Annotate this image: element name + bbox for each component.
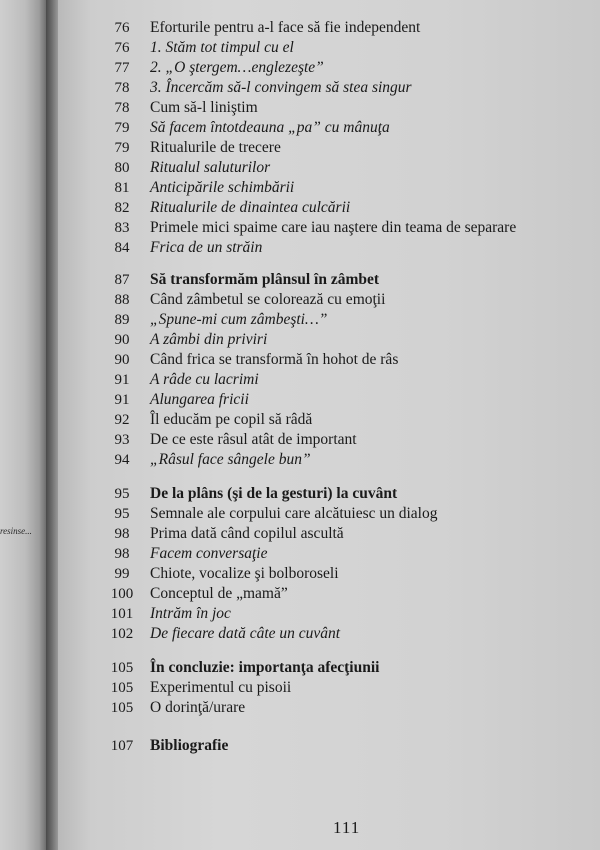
toc-entry-page-number: 101 xyxy=(110,606,134,622)
toc-chapter-title: Să transformăm plânsul în zâmbet xyxy=(150,271,380,288)
toc-section-title: „Râsul face sângele bun” xyxy=(150,451,311,468)
toc-entry-page-number: 95 xyxy=(114,486,130,502)
toc-entry-page-number: 77 xyxy=(114,60,130,76)
toc-section-title: 1. Stăm tot timpul cu el xyxy=(150,39,294,56)
toc-entry-page-number: 98 xyxy=(114,546,130,562)
toc-section-title: Facem conversaţie xyxy=(150,545,268,562)
toc-section-title: Primele mici spaime care iau naştere din teama de separare xyxy=(150,219,517,236)
toc-entry-page-number: 100 xyxy=(110,586,134,602)
toc-entry-page-number: 89 xyxy=(114,312,130,328)
toc-section-title: Ritualurile de trecere xyxy=(150,139,281,156)
toc-entry-page-number: 105 xyxy=(110,700,134,716)
toc-section-title: Chiote, vocalize şi bolboroseli xyxy=(150,565,339,582)
toc-entry-page-number: 76 xyxy=(114,40,130,56)
toc-section-title: Îl educăm pe copil să râdă xyxy=(150,411,313,428)
toc-section-title: Cum să-l liniştim xyxy=(150,99,258,116)
toc-entry-page-number: 83 xyxy=(114,220,130,236)
toc-entry-page-number: 81 xyxy=(114,180,130,196)
toc-entry-page-number: 107 xyxy=(110,738,134,754)
facing-page-text-fragment: resinse... xyxy=(0,526,32,536)
toc-entry-page-number: 78 xyxy=(114,80,130,96)
toc-entry-page-number: 84 xyxy=(114,240,130,256)
toc-section-title: Frica de un străin xyxy=(150,239,263,256)
toc-section-title: „Spune-mi cum zâmbeşti…” xyxy=(150,311,328,328)
facing-page-edge xyxy=(0,0,46,850)
toc-entry-page-number: 105 xyxy=(110,660,134,676)
toc-entry-page-number: 92 xyxy=(114,412,130,428)
toc-entry-page-number: 88 xyxy=(114,292,130,308)
toc-section-title: Când frica se transformă în hohot de râs xyxy=(150,351,399,368)
toc-section-title: De ce este râsul atât de important xyxy=(150,431,357,448)
toc-section-title: Experimentul cu pisoii xyxy=(150,679,292,696)
toc-chapter-title: În concluzie: importanţa afecţiunii xyxy=(150,659,380,676)
toc-entry-page-number: 93 xyxy=(114,432,130,448)
toc-entry-page-number: 80 xyxy=(114,160,130,176)
toc-entry-page-number: 90 xyxy=(114,352,130,368)
toc-entry-page-number: 91 xyxy=(114,372,130,388)
toc-entry-page-number: 98 xyxy=(114,526,130,542)
toc-section-title: Alungarea fricii xyxy=(150,391,249,408)
toc-entry-page-number: 87 xyxy=(114,272,130,288)
toc-entry-page-number: 90 xyxy=(114,332,130,348)
toc-section-title: 3. Încercăm să-l convingem să stea singur xyxy=(150,79,412,96)
toc-section-title: Prima dată când copilul ascultă xyxy=(150,525,344,542)
toc-chapter-title: De la plâns (şi de la gesturi) la cuvânt xyxy=(150,485,398,502)
toc-section-title: Semnale ale corpului care alcătuiesc un dialog xyxy=(150,505,438,522)
toc-section-title: Eforturile pentru a-l face să fie independent xyxy=(150,19,421,36)
toc-chapter-title: Bibliografie xyxy=(150,737,229,754)
toc-entry-page-number: 91 xyxy=(114,392,130,408)
toc-section-title: Conceptul de „mamă” xyxy=(150,585,288,602)
toc-entry-page-number: 78 xyxy=(114,100,130,116)
toc-section-title: Când zâmbetul se colorează cu emoţii xyxy=(150,291,386,308)
toc-section-title: Ritualurile de dinaintea culcării xyxy=(150,199,351,216)
toc-section-title: Să facem întotdeauna „pa” cu mânuţa xyxy=(150,119,390,136)
toc-entry-page-number: 99 xyxy=(114,566,130,582)
book-page xyxy=(58,0,600,850)
toc-entry-page-number: 105 xyxy=(110,680,134,696)
toc-entry-page-number: 95 xyxy=(114,506,130,522)
toc-entry-page-number: 79 xyxy=(114,140,130,156)
toc-section-title: 2. „O ştergem…englezeşte” xyxy=(150,59,324,76)
toc-section-title: Intrăm în joc xyxy=(150,605,231,622)
toc-entry-page-number: 79 xyxy=(114,120,130,136)
toc-section-title: A râde cu lacrimi xyxy=(150,371,259,388)
toc-section-title: O dorinţă/urare xyxy=(150,699,246,716)
page-number: 111 xyxy=(333,818,361,837)
toc-section-title: De fiecare dată câte un cuvânt xyxy=(150,625,341,642)
toc-section-title: Ritualul saluturilor xyxy=(150,159,271,176)
table-of-contents xyxy=(58,0,600,850)
toc-section-title: A zâmbi din priviri xyxy=(150,331,268,348)
toc-entry-page-number: 82 xyxy=(114,200,130,216)
toc-entry-page-number: 76 xyxy=(114,20,130,36)
toc-entry-page-number: 102 xyxy=(110,626,134,642)
toc-section-title: Anticipările schimbării xyxy=(150,179,295,196)
toc-entry-page-number: 94 xyxy=(114,452,130,468)
